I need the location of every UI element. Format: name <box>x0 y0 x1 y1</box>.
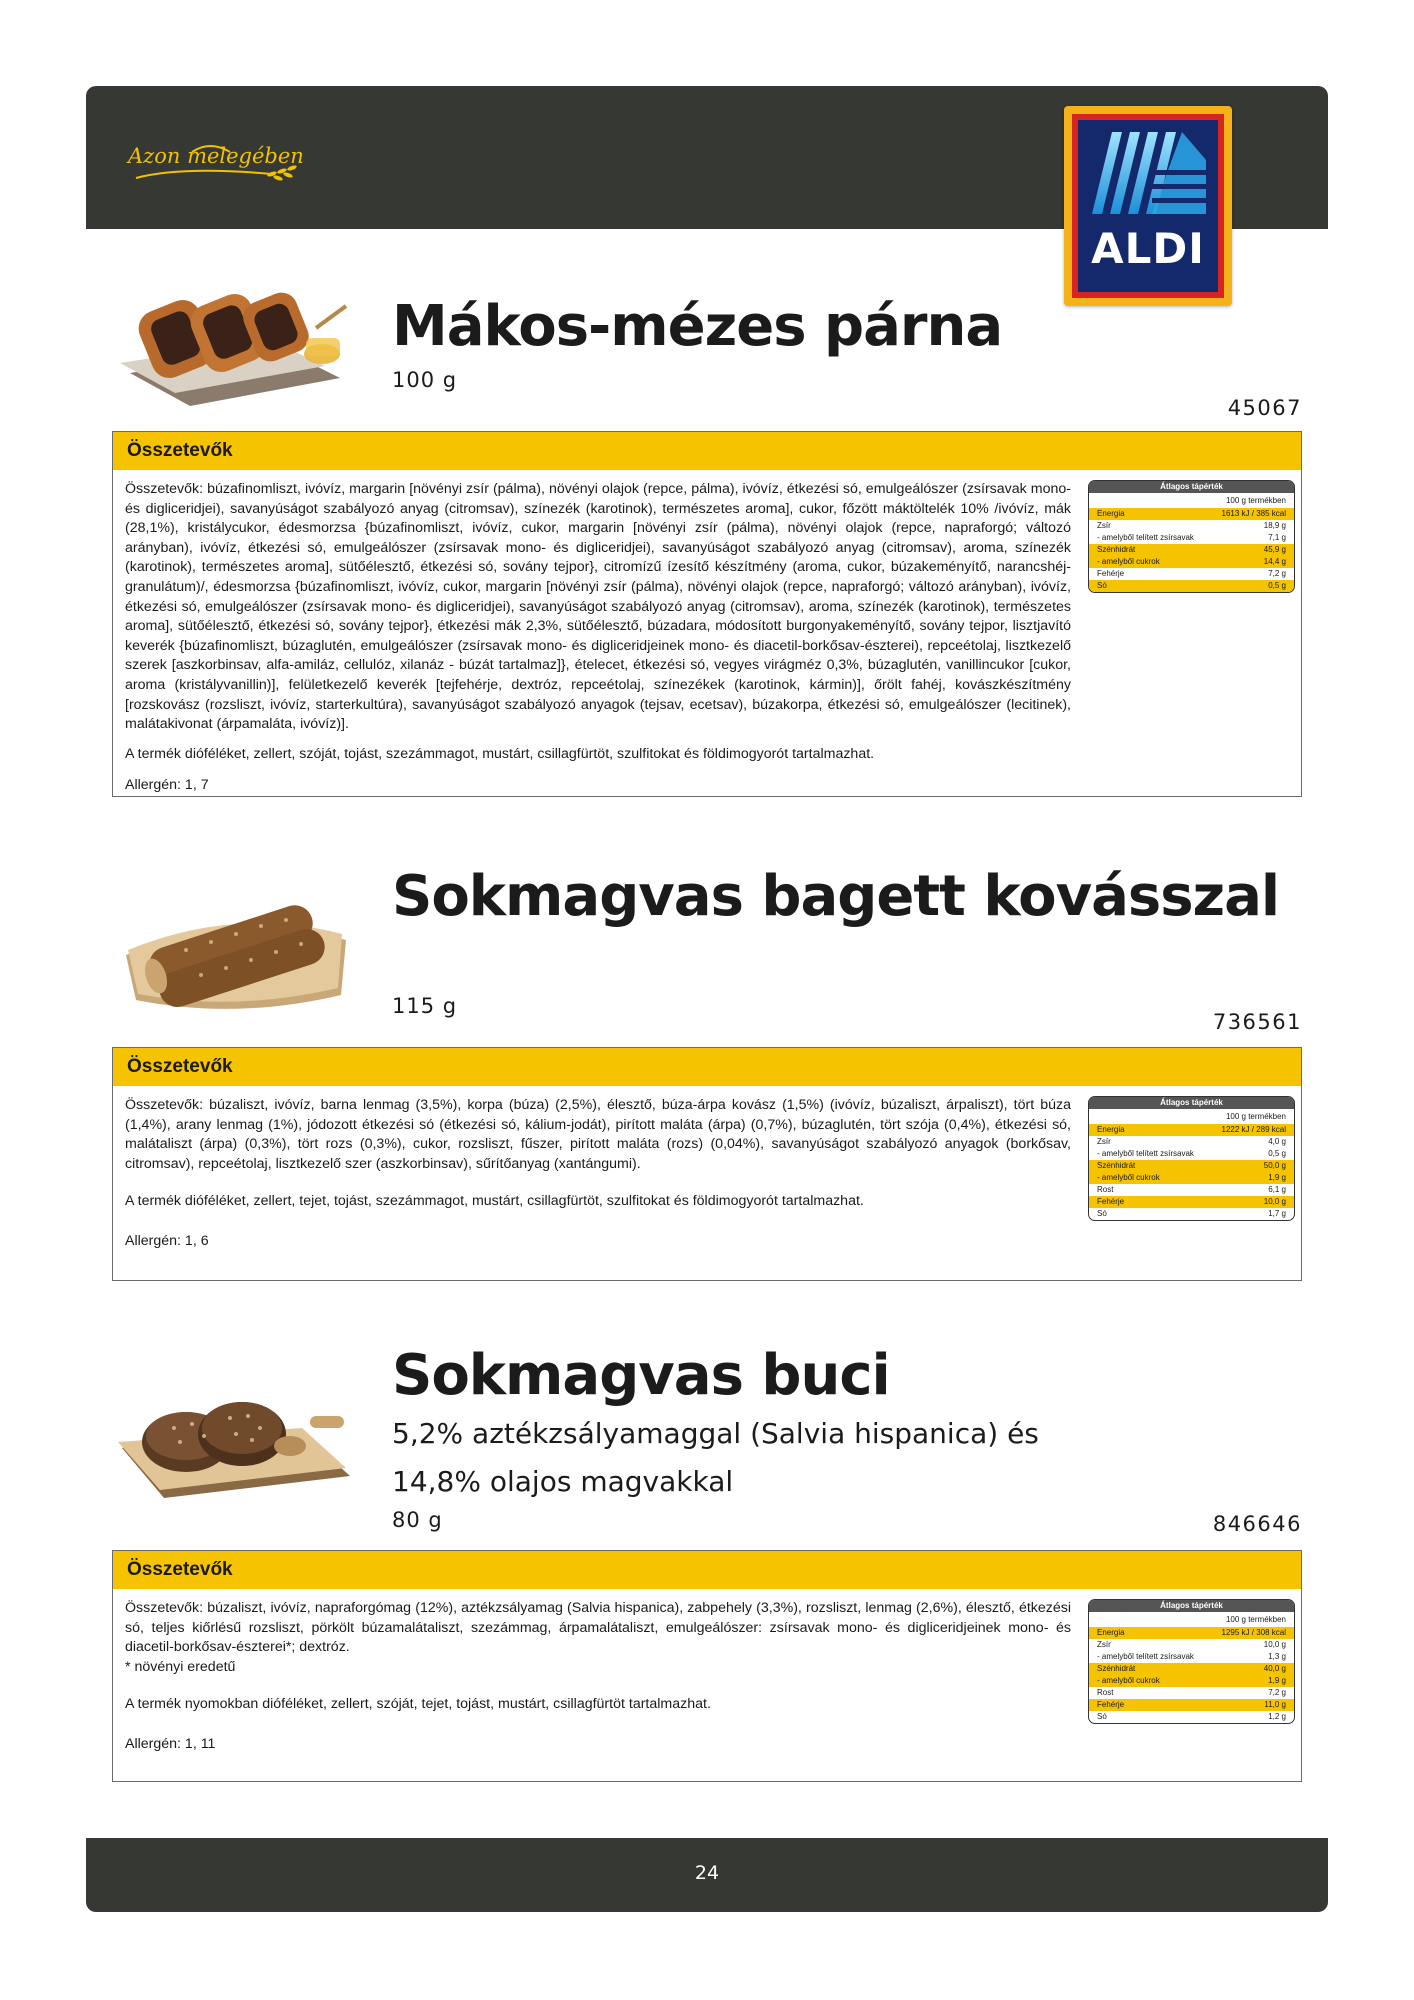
product-title: Mákos-mézes párna <box>392 294 1003 359</box>
nutrition-label: Rost <box>1097 1185 1114 1194</box>
allergen-codes: Allergén: 1, 11 <box>125 1735 216 1752</box>
nutrition-label: - amelyből cukrok <box>1097 557 1160 566</box>
nutrition-row <box>1089 1196 1294 1208</box>
product-weight: 100 g <box>392 368 458 392</box>
nutrition-row <box>1089 520 1294 532</box>
nutrition-label: Zsír <box>1097 521 1111 530</box>
ingredients-box <box>112 1047 1302 1281</box>
nutrition-table <box>1088 480 1295 593</box>
product-subtitle: 14,8% olajos magvakkal <box>392 1465 734 1498</box>
nutrition-table <box>1088 1599 1295 1724</box>
nutrition-label: - amelyből telített zsírsavak <box>1097 533 1194 542</box>
nutrition-label: Fehérje <box>1097 569 1125 578</box>
nutrition-label: Energia <box>1097 1628 1125 1637</box>
allergy-note: A termék dióféléket, zellert, tejet, tojást, szezámmagot, mustárt, csillagfürtöt, szulfitokat és földimogyorót tartalmazhat. <box>125 1193 864 1210</box>
ingredients-heading: Összetevők <box>113 1551 1301 1589</box>
nutrition-table <box>1088 1096 1295 1221</box>
nutrition-value: 1,3 g <box>1268 1652 1286 1661</box>
nutrition-value: 1,9 g <box>1268 1173 1286 1182</box>
aldi-wordmark: ALDI <box>1091 224 1205 273</box>
brand-text: Azon melegében <box>128 144 304 168</box>
allergy-note: A termék nyomokban dióféléket, zellert, szóját, tejet, tojást, mustárt, csillagfürtöt tartalmazhat. <box>125 1696 711 1713</box>
product-image-buns <box>114 1376 354 1516</box>
nutrition-row <box>1089 508 1294 520</box>
nutrition-row <box>1089 1663 1294 1675</box>
page-number: 24 <box>694 1862 720 1884</box>
nutrition-row <box>1089 1711 1294 1723</box>
nutrition-label: Rost <box>1097 1688 1114 1697</box>
nutrition-label: Szénhidrát <box>1097 1664 1136 1673</box>
nutrition-value: 1613 kJ / 385 kcal <box>1221 509 1286 518</box>
nutrition-column-header: 100 g termékben <box>1225 1615 1286 1624</box>
nutrition-column-header: 100 g termékben <box>1225 496 1286 505</box>
nutrition-value: 45,9 g <box>1263 545 1286 554</box>
nutrition-row <box>1089 556 1294 568</box>
nutrition-column-header: 100 g termékben <box>1225 1112 1286 1121</box>
ingredients-box <box>112 431 1302 797</box>
nutrition-label: Fehérje <box>1097 1197 1125 1206</box>
nutrition-row <box>1089 1699 1294 1711</box>
nutrition-value: 7,1 g <box>1268 533 1286 542</box>
footnote: * növényi eredetű <box>125 1658 236 1675</box>
nutrition-value: 10,0 g <box>1263 1197 1286 1206</box>
allergy-note: A termék dióféléket, zellert, szóját, tojást, szezámmagot, mustárt, csillagfürtöt, szulfitokat és földimogyorót tartalmazhat. <box>125 745 875 762</box>
ingredients-heading: Összetevők <box>113 1048 1301 1086</box>
nutrition-label: Só <box>1097 581 1107 590</box>
product-subtitle: 5,2% aztékzsályamaggal (Salvia hispanica) és <box>392 1417 1039 1450</box>
product-image-baguette <box>116 880 356 1020</box>
nutrition-value: 1,2 g <box>1268 1712 1286 1721</box>
nutrition-label: - amelyből cukrok <box>1097 1676 1160 1685</box>
product-image-pastry <box>110 268 350 408</box>
nutrition-label: Energia <box>1097 1125 1125 1134</box>
ingredients-text: Összetevők: búzaliszt, ivóvíz, barna lenmag (3,5%), korpa (búza) (2,5%), élesztő, búza-árpa kovász (1,5%) (ivóvíz, búzaliszt, árpaliszt), tört búza (1,4%), arany lenmag (1%), jódozott étkezési só (étkezési só, kálium-jodát), pirított maláta (árpa) (0,7%), búzaglutén, tört szója (0,4%), étkezési só, malátaliszt (árpa) (0,3%), tört rozs (0,3%), cukor, rozsliszt, fűszer, pirított maláta (rozs) (0,04%), savanyúságot szabályozó anyagok (borkősav, citromsav), repceétolaj, lisztkezelő szer (aszkorbinsav), sűrítőanyag (xantángumi). <box>125 1097 1071 1172</box>
allergen-codes: Allergén: 1, 7 <box>125 777 209 794</box>
nutrition-label: Fehérje <box>1097 1700 1125 1709</box>
nutrition-value: 11,0 g <box>1264 1700 1286 1709</box>
nutrition-value: 1,9 g <box>1268 1676 1286 1685</box>
nutrition-row <box>1089 1172 1294 1184</box>
nutrition-value: 7,2 g <box>1268 569 1286 578</box>
nutrition-row <box>1089 1651 1294 1663</box>
nutrition-row <box>1089 1160 1294 1172</box>
nutrition-row <box>1089 1627 1294 1639</box>
nutrition-label: Só <box>1097 1209 1107 1218</box>
allergen-codes: Allergén: 1, 6 <box>125 1232 209 1249</box>
nutrition-label: Só <box>1097 1712 1107 1721</box>
nutrition-row <box>1089 568 1294 580</box>
nutrition-value: 0,5 g <box>1268 1149 1286 1158</box>
nutrition-row <box>1089 1148 1294 1160</box>
product-code: 45067 <box>1227 396 1302 420</box>
product-code: 736561 <box>1212 1010 1302 1034</box>
nutrition-label: Energia <box>1097 509 1125 518</box>
product-weight: 80 g <box>392 1508 443 1532</box>
nutrition-row <box>1089 580 1294 592</box>
nutrition-value: 7,2 g <box>1268 1688 1286 1697</box>
ingredients-heading: Összetevők <box>113 432 1301 470</box>
nutrition-label: - amelyből telített zsírsavak <box>1097 1149 1194 1158</box>
ingredients-text: Összetevők: búzaliszt, ivóvíz, napraforgómag (12%), aztékzsályamag (Salvia hispanica), zabpehely (3,3%), rozsliszt, lenmag (2,6%), élesztő, étkezési só, teljes kiőrlésű rozsliszt, pörkölt búzamalátaliszt, szezámmag, árpamalátaliszt, emulgeálószer: zsírsavak mono- és digliceridjeinek mono- és diacetil-borkősav-észterei*; dextróz. <box>125 1600 1071 1656</box>
nutrition-label: - amelyből cukrok <box>1097 1173 1160 1182</box>
nutrition-label: - amelyből telített zsírsavak <box>1097 1652 1194 1661</box>
nutrition-title: Átlagos tápérték <box>1089 1600 1294 1612</box>
brand-logo <box>122 138 312 188</box>
nutrition-value: 14,4 g <box>1263 557 1286 566</box>
nutrition-row <box>1089 1136 1294 1148</box>
nutrition-value: 40,0 g <box>1263 1664 1286 1673</box>
nutrition-value: 1295 kJ / 308 kcal <box>1221 1628 1286 1637</box>
ingredients-text: Összetevők: búzafinomliszt, ivóvíz, margarin [növényi zsír (pálma), növényi olajok (repce, pálma), ivóvíz, étkezési só, emulgeálószer (zsírsavak mono- és digliceridjei), savanyúságot szabályozó anyag (citromsav), színezék (karotinok), természetes aroma], cukor, főzött máktöltelék 10% /ivóvíz, mák (28,1%), kristálycukor, édesmorzsa {búzafinomliszt, ivóvíz, cukor, margarin [növényi zsír (pálma), növényi olajok (repce, napraforgó; változó arányban), ivóvíz, étkezési só, emulgeálószer (zsírsavak mono- és digliceridjei), savanyúságot szabályozó anyag (citromsav), aroma, színezék (karotinok), természetes aroma], sütőélesztő, étkezési só, sovány tejpor}, citromízű ízesítő készítmény (aroma, cukor, búzakeményítő, narancshéj-granulátum)/, édesmorzsa {búzafinomliszt, ivóvíz, cukor, margarin [növényi zsír (pálma), növényi olajok (repce, napraforgó; változó arányban), ivóvíz, étkezési só, emulgeálószer (zsírsavak mono- és digliceridjei), savanyúságot szabályozó anyag (citromsav), aroma, színezék (karotinok), természetes aroma], sütőélesztő, étkezési só, sovány tejpor}, étkezési mák 2,3%, sütőélesztő, búzadara, módosított burgonyakeményítő, sovány tejpor, lisztjavító keverék {búzafinomliszt, búzaglutén, emulgeálószer (zsírsavak mono- és digliceridjeinek mono- és diacetil-borkősav-észterei), repceétolaj, lisztkezelő szerek [aszkorbinsav, alfa-amiláz, cellulóz, xilanáz - búzát tartalmaz]}, ételecet, étkezési só, vegyes virágméz 0,3%, búzaglutén, vanillincukor [cukor, aroma (kristályvanillin)], felületkezelő keverék [tejfehérje, dextróz, repceétolaj, színezékek (karotinok, kármin)], őrölt fahéj, kovászkészítmény [rozskovász (rozsliszt, ivóvíz, starterkultúra), savanyúságot szabályozó anyagok (tejsav, ecetsav), búzakorpa, étkezési só, emulgeálószer (lecitinek), malátakivonat (árpamaláta, ivóvíz)]. <box>125 481 1071 733</box>
product-weight: 115 g <box>392 994 458 1018</box>
nutrition-row <box>1089 1124 1294 1136</box>
aldi-logo <box>1064 106 1232 306</box>
nutrition-value: 50,0 g <box>1263 1161 1286 1170</box>
nutrition-value: 18,9 g <box>1263 521 1286 530</box>
nutrition-value: 6,1 g <box>1268 1185 1286 1194</box>
nutrition-row <box>1089 1208 1294 1220</box>
nutrition-title: Átlagos tápérték <box>1089 1097 1294 1109</box>
nutrition-row <box>1089 544 1294 556</box>
product-code: 846646 <box>1212 1512 1302 1536</box>
product-title: Sokmagvas bagett kovásszal <box>392 864 1280 929</box>
nutrition-title: Átlagos tápérték <box>1089 481 1294 493</box>
nutrition-value: 4,0 g <box>1268 1137 1286 1146</box>
aldi-stripes-icon <box>1090 132 1206 214</box>
nutrition-value: 1,7 g <box>1268 1209 1286 1218</box>
nutrition-value: 0,5 g <box>1268 581 1286 590</box>
ingredients-box <box>112 1550 1302 1782</box>
nutrition-label: Szénhidrát <box>1097 1161 1136 1170</box>
nutrition-rows <box>1089 508 1294 592</box>
nutrition-row <box>1089 532 1294 544</box>
nutrition-label: Zsír <box>1097 1137 1111 1146</box>
nutrition-value: 10,0 g <box>1263 1640 1286 1649</box>
product-title: Sokmagvas buci <box>392 1343 890 1408</box>
nutrition-label: Zsír <box>1097 1640 1111 1649</box>
nutrition-row <box>1089 1675 1294 1687</box>
nutrition-row <box>1089 1639 1294 1651</box>
nutrition-rows <box>1089 1627 1294 1723</box>
nutrition-value: 1222 kJ / 289 kcal <box>1221 1125 1286 1134</box>
nutrition-row <box>1089 1687 1294 1699</box>
nutrition-label: Szénhidrát <box>1097 545 1136 554</box>
nutrition-rows <box>1089 1124 1294 1220</box>
footer-bar <box>86 1838 1328 1912</box>
nutrition-row <box>1089 1184 1294 1196</box>
